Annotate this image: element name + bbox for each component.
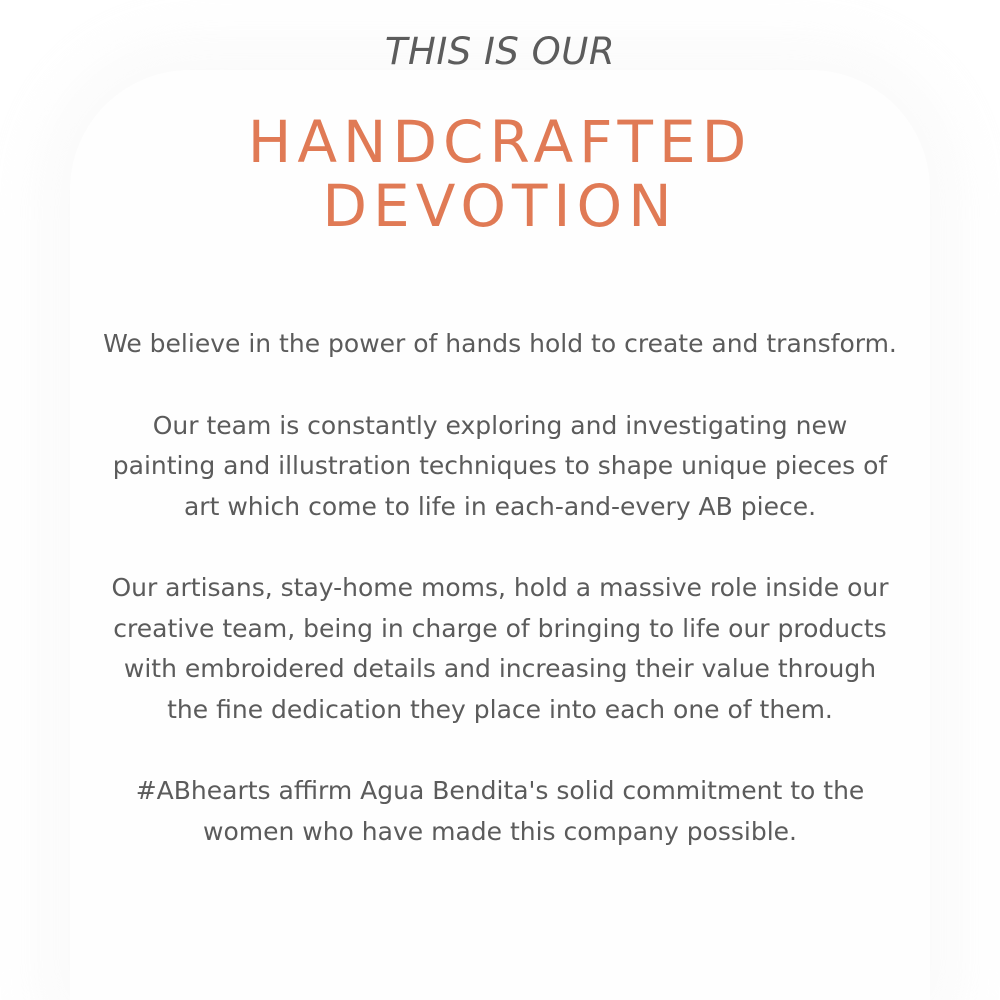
paragraph-artisans: Our artisans, stay-home moms, hold a massive role inside our creative team, being in charge of bringing to life our products with embroidered details and increasing their value through the fine dedication they place into each one of them. — [111, 573, 889, 724]
headline-line-1: HANDCRAFTED — [247, 108, 753, 176]
kicker-text: THIS IS OUR — [384, 30, 616, 73]
headline-line-2: DEVOTION — [322, 172, 678, 240]
paragraph-intro: We believe in the power of hands hold to create and transform. — [103, 329, 897, 358]
headline — [0, 110, 1000, 238]
body-text — [100, 324, 900, 852]
paragraph-team: Our team is constantly exploring and investigating new painting and illustration techniques to shape unique pieces of art which come to life in each-and-every AB piece. — [112, 410, 888, 521]
paragraph-commitment: #ABhearts affirm Agua Bendita's solid commitment to the women who have made this company possible. — [135, 776, 865, 846]
